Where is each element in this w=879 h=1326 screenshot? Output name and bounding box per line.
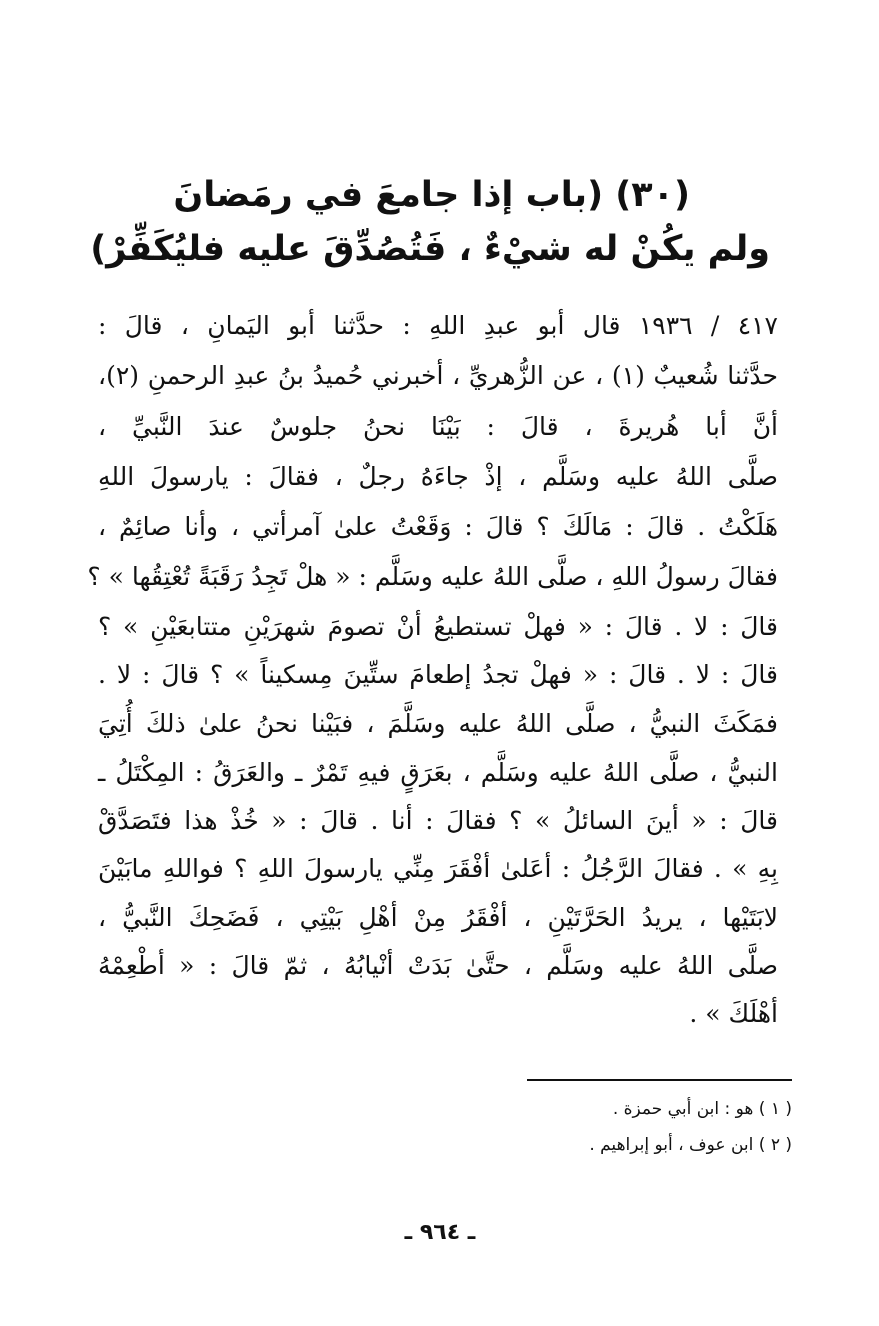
body-line: حدَّثنا شُعيبٌ (١) ، عن الزُّهريِّ ، أخبرني حُميدُ بنُ عبدِ الرحمنِ (٢)، (98, 361, 778, 390)
body-line: صلَّى اللهُ عليه وسَلَّم ، إذْ جاءَهُ رجلٌ ، فقالَ : يارسولَ اللهِ (98, 462, 778, 491)
footnote-1: ( ١ ) هو : ابن أبي حمزة . (612, 1099, 792, 1119)
body-line: قالَ : لا . قالَ : « فهلْ تجدُ إطعامَ ستِّينَ مِسكيناً » ؟ قالَ : لا . (98, 660, 778, 689)
chapter-heading-line-1: (٣٠) (باب إذا جامعَ في رمَضانَ (173, 175, 690, 215)
body-line: أنَّ أبا هُريرةَ ، قالَ : بَيْنَا نحنُ جلوسٌ عندَ النَّبيِّ ، (98, 412, 778, 441)
body-line: أهْلَكَ » . (689, 999, 778, 1028)
body-line: هَلَكْتُ . قالَ : مَالَكَ ؟ قالَ : وَقَعْتُ علىٰ آمرأتي ، وأنا صائِمٌ ، (98, 512, 778, 541)
page-number: ـ ٩٦٤ ـ (404, 1220, 476, 1245)
footnote-divider (527, 1079, 792, 1081)
body-line: صلَّى اللهُ عليه وسَلَّم ، حتَّىٰ بَدَتْ أنْيابُهُ ، ثمّ قالَ : « أطْعِمْهُ (98, 951, 778, 980)
body-line: فقالَ رسولُ اللهِ ، صلَّى اللهُ عليه وسَلَّم : « هلْ تَجِدُ رَقَبَةً تُعْتِقُها » ؟ (87, 562, 778, 591)
chapter-heading-line-2: ولم يكُنْ له شيْءٌ ، فَتُصُدِّقَ عليه فليُكَفِّرْ) (90, 229, 770, 269)
body-line: لابَتَيْها ، يريدُ الحَرَّتَيْنِ ، أفْقَرُ مِنْ أهْلِ بَيْتِي ، فَضَحِكَ النَّبيُّ ، (98, 903, 778, 932)
body-line: النبيُّ ، صلَّى اللهُ عليه وسَلَّم ، بعَرَقٍ فيهِ تَمْرٌ ـ والعَرَقُ : المِكْتَلُ ـ (98, 758, 778, 787)
body-line: قالَ : لا . قالَ : « فهلْ تستطيعُ أنْ تصومَ شهرَيْنِ متتابعَيْنِ » ؟ (98, 612, 778, 641)
body-line: فمَكَثَ النبيُّ ، صلَّى اللهُ عليه وسَلَّمَ ، فبَيْنا نحنُ علىٰ ذلكَ أُتِيَ (98, 709, 778, 738)
footnote-2: ( ٢ ) ابن عوف ، أبو إبراهيم . (589, 1135, 792, 1155)
body-line: بِهِ » . فقالَ الرَّجُلُ : أعَلىٰ أفْقَرَ مِنِّي يارسولَ اللهِ ؟ فواللهِ مابَيْنَ (98, 854, 778, 883)
body-line: قالَ : « أينَ السائلُ » ؟ فقالَ : أنا . قالَ : « خُذْ هذا فتَصَدَّقْ (98, 806, 778, 835)
body-line: ٤١٧ / ١٩٣٦ قال أبو عبدِ اللهِ : حدَّثنا أبو اليَمانِ ، قالَ : (98, 311, 778, 340)
